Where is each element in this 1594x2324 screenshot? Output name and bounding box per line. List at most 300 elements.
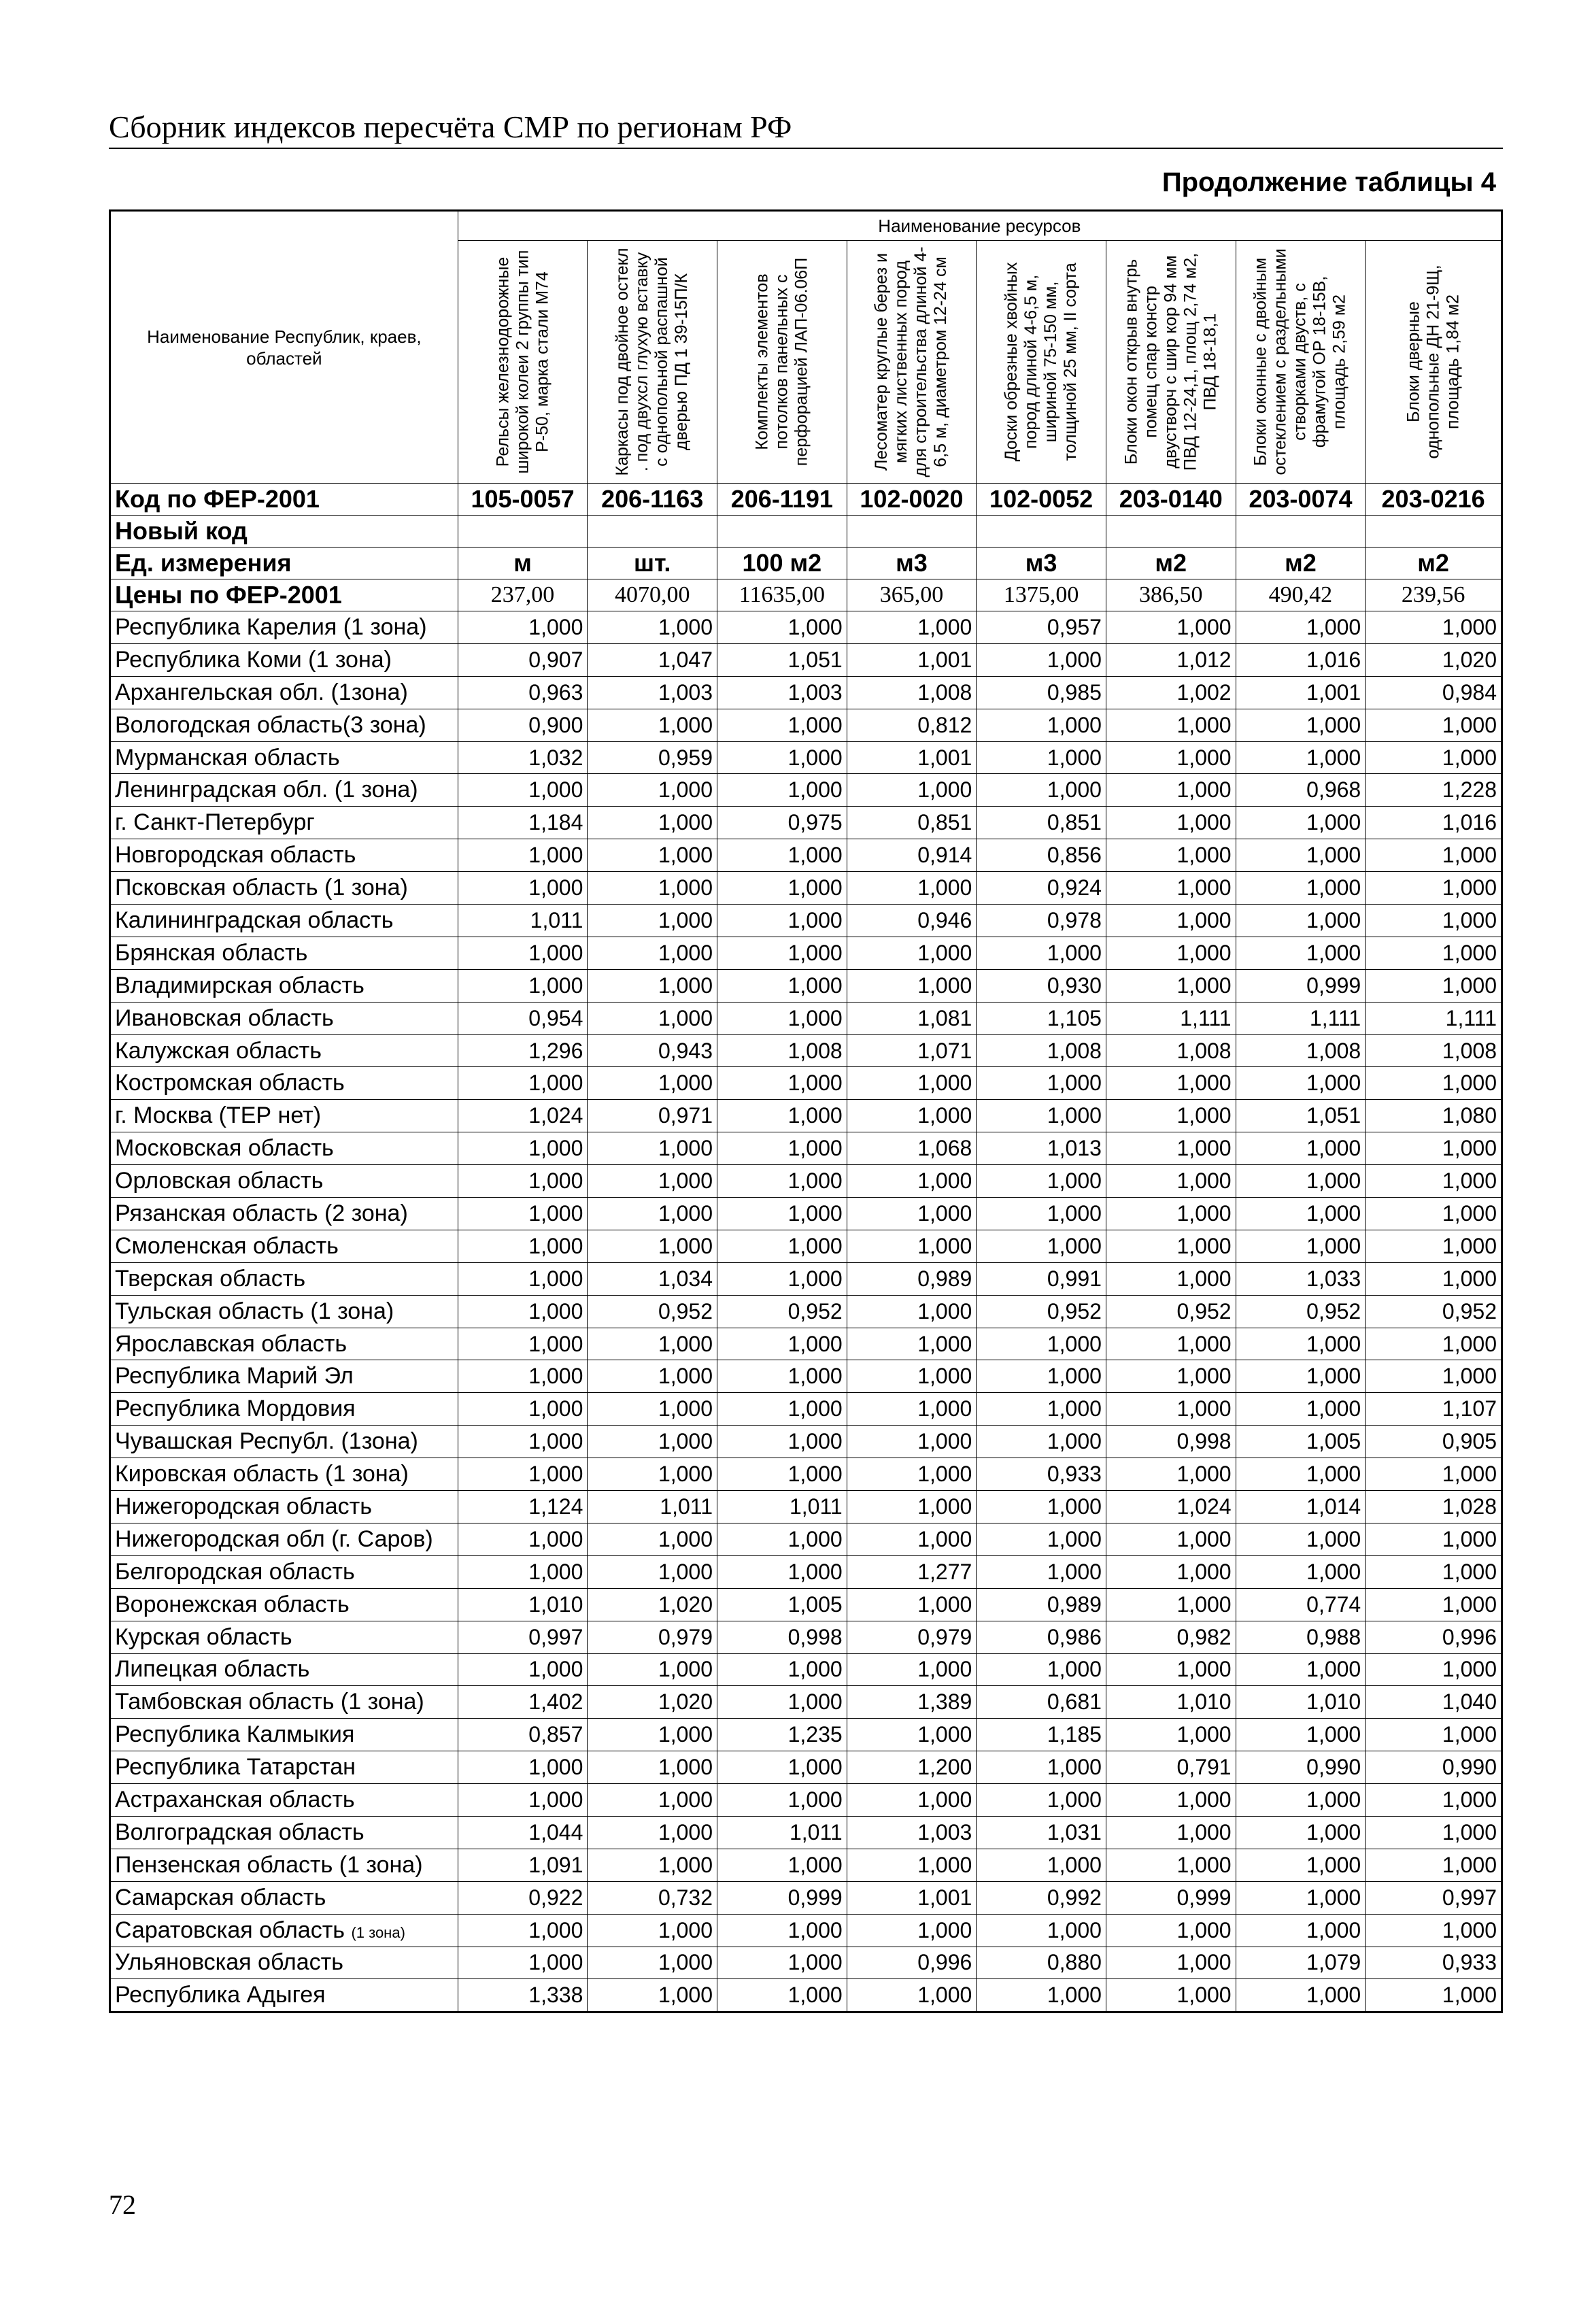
index-value: 0,989: [977, 1588, 1106, 1621]
index-value: 1,000: [1366, 1588, 1502, 1621]
index-value: 1,000: [847, 1426, 977, 1458]
index-value: 1,040: [1366, 1686, 1502, 1719]
price-label: Цены по ФЕР-2001: [110, 579, 458, 611]
code-cell: 203-0074: [1236, 484, 1366, 516]
region-name: [110, 807, 458, 839]
table-row: [110, 1686, 1502, 1719]
index-value: 1,000: [588, 1002, 717, 1034]
index-value: 1,000: [588, 1426, 717, 1458]
index-value: 0,880: [977, 1947, 1106, 1979]
region-name: [110, 1002, 458, 1034]
index-value: 1,000: [1106, 611, 1236, 644]
index-value: 1,000: [847, 937, 977, 969]
index-value: 1,000: [977, 774, 1106, 807]
index-value: 1,000: [977, 1491, 1106, 1523]
region-name: [110, 969, 458, 1002]
index-value: 1,000: [588, 1784, 717, 1817]
index-value: 1,228: [1366, 774, 1502, 807]
index-value: 0,982: [1106, 1621, 1236, 1653]
new-code-cell: [1106, 516, 1236, 548]
index-value: 1,000: [458, 1784, 588, 1817]
table-row: [110, 1100, 1502, 1132]
code-cell: 206-1163: [588, 484, 717, 516]
index-value: 0,933: [1366, 1947, 1502, 1979]
index-value: 1,111: [1106, 1002, 1236, 1034]
region-label: Республика Коми (1 зона): [115, 646, 392, 673]
region-label: Нижегородская обл (г. Саров): [115, 1526, 433, 1552]
index-value: 1,000: [588, 1719, 717, 1751]
region-name: [110, 1100, 458, 1132]
index-value: 1,000: [1106, 1979, 1236, 2013]
index-value: 1,000: [458, 1555, 588, 1588]
index-value: 1,000: [717, 1067, 847, 1100]
unit-cell: м2: [1236, 548, 1366, 579]
index-value: 1,402: [458, 1686, 588, 1719]
region-name: [110, 774, 458, 807]
region-name: [110, 1067, 458, 1100]
index-value: 0,774: [1236, 1588, 1366, 1621]
index-value: 1,000: [588, 1198, 717, 1230]
index-value: 0,997: [1366, 1881, 1502, 1914]
index-value: 1,000: [847, 1979, 977, 2013]
index-value: 0,914: [847, 839, 977, 872]
index-value: 1,000: [717, 1002, 847, 1034]
index-value: 1,000: [458, 1653, 588, 1686]
index-value: 0,900: [458, 709, 588, 741]
table-row: [110, 1979, 1502, 2013]
index-value: 1,016: [1366, 807, 1502, 839]
index-value: 1,000: [717, 1360, 847, 1393]
index-value: 1,000: [1366, 1653, 1502, 1686]
region-label: Саратовская область: [115, 1917, 345, 1943]
table-row: [110, 1914, 1502, 1947]
table-row: [110, 741, 1502, 774]
index-value: 1,014: [1236, 1491, 1366, 1523]
index-value: 1,000: [1106, 1719, 1236, 1751]
index-value: 1,000: [458, 1067, 588, 1100]
index-value: 0,985: [977, 676, 1106, 709]
table-row: [110, 643, 1502, 676]
index-value: 1,000: [847, 774, 977, 807]
table-row: [110, 1165, 1502, 1198]
index-value: 1,000: [1236, 1067, 1366, 1100]
unit-cell: м3: [977, 548, 1106, 579]
index-value: 1,000: [717, 1751, 847, 1784]
index-value: 1,000: [458, 1295, 588, 1328]
table-row: [110, 1262, 1502, 1295]
index-value: 1,000: [847, 1914, 977, 1947]
region-label: г. Санкт-Петербург: [115, 809, 315, 836]
region-note: (1 зона): [351, 1923, 405, 1941]
index-value: 1,000: [717, 1555, 847, 1588]
table-row: [110, 1393, 1502, 1426]
index-value: 1,000: [1106, 1198, 1236, 1230]
index-value: 1,000: [1366, 872, 1502, 905]
index-value: 1,184: [458, 807, 588, 839]
region-name: [110, 1653, 458, 1686]
index-value: 1,000: [717, 969, 847, 1002]
region-name: [110, 1914, 458, 1947]
index-value: 1,000: [717, 1914, 847, 1947]
price-cell: 365,00: [847, 579, 977, 611]
code-cell: 102-0052: [977, 484, 1106, 516]
index-value: 1,000: [717, 1393, 847, 1426]
table-row: [110, 1328, 1502, 1360]
index-value: 1,001: [847, 643, 977, 676]
region-label: Орловская область: [115, 1168, 324, 1194]
index-value: 1,000: [1106, 1393, 1236, 1426]
code-cell: 206-1191: [717, 484, 847, 516]
index-value: 1,000: [847, 872, 977, 905]
index-value: 1,000: [717, 1653, 847, 1686]
index-value: 1,000: [458, 1751, 588, 1784]
price-cell: 386,50: [1106, 579, 1236, 611]
region-label: г. Москва (ТЕР нет): [115, 1102, 322, 1129]
region-label: Брянская область: [115, 939, 308, 966]
index-value: 0,952: [1366, 1295, 1502, 1328]
region-name: [110, 1523, 458, 1555]
index-value: 1,010: [458, 1588, 588, 1621]
index-value: 0,959: [588, 741, 717, 774]
table-row: [110, 1132, 1502, 1165]
index-value: 1,000: [717, 1165, 847, 1198]
region-name: [110, 1784, 458, 1817]
index-value: 1,000: [588, 1165, 717, 1198]
index-value: 1,000: [1366, 905, 1502, 937]
table-row: [110, 1816, 1502, 1849]
resource-name: Лесоматер круглые берез и мягких лиственных пород для строительства длиной 4-6,5 м, диаметром 12-24 см: [872, 246, 951, 477]
index-value: 1,111: [1236, 1002, 1366, 1034]
index-value: 1,000: [1236, 1198, 1366, 1230]
index-value: 1,000: [1366, 1914, 1502, 1947]
index-value: 1,000: [847, 1100, 977, 1132]
index-value: 1,000: [977, 1979, 1106, 2013]
index-value: 1,000: [1366, 1523, 1502, 1555]
index-value: 1,000: [847, 1849, 977, 1881]
table-row: [110, 905, 1502, 937]
index-value: 1,031: [977, 1816, 1106, 1849]
resource-header-1: [458, 241, 588, 484]
index-value: 1,000: [977, 1849, 1106, 1881]
region-label: Липецкая область: [115, 1656, 310, 1683]
table-row: [110, 969, 1502, 1002]
index-value: 1,000: [1106, 905, 1236, 937]
region-name: [110, 1295, 458, 1328]
index-value: 0,933: [977, 1458, 1106, 1491]
region-label: Самарская область: [115, 1884, 326, 1910]
index-value: 1,000: [1106, 709, 1236, 741]
index-value: 0,952: [588, 1295, 717, 1328]
index-value: 1,033: [1236, 1262, 1366, 1295]
index-value: 1,010: [1106, 1686, 1236, 1719]
index-value: 1,000: [1106, 1165, 1236, 1198]
index-table: [109, 209, 1503, 2013]
index-value: 0,952: [1106, 1295, 1236, 1328]
index-value: 1,000: [1106, 741, 1236, 774]
table-row: [110, 1784, 1502, 1817]
table-caption: Продолжение таблицы 4: [1161, 167, 1496, 197]
index-value: 1,000: [1106, 1849, 1236, 1881]
index-value: 0,999: [717, 1881, 847, 1914]
index-value: 1,000: [1236, 807, 1366, 839]
index-value: 1,000: [717, 1426, 847, 1458]
index-value: 0,984: [1366, 676, 1502, 709]
index-value: 0,992: [977, 1881, 1106, 1914]
index-value: 1,000: [1236, 1393, 1366, 1426]
index-value: 1,080: [1366, 1100, 1502, 1132]
region-name: [110, 611, 458, 644]
index-value: 1,000: [847, 1165, 977, 1198]
region-name: [110, 709, 458, 741]
index-value: 0,946: [847, 905, 977, 937]
region-label: Ярославская область: [115, 1330, 347, 1357]
index-value: 1,000: [1366, 709, 1502, 741]
region-name: [110, 1686, 458, 1719]
code-cell: 203-0140: [1106, 484, 1236, 516]
index-value: 1,000: [977, 1393, 1106, 1426]
code-label: Код по ФЕР-2001: [110, 484, 458, 516]
price-row: [110, 579, 1502, 611]
table-row: [110, 611, 1502, 644]
index-value: 1,000: [588, 1751, 717, 1784]
index-value: 0,986: [977, 1621, 1106, 1653]
table-row: [110, 1360, 1502, 1393]
region-name: [110, 1947, 458, 1979]
index-value: 1,000: [588, 1914, 717, 1947]
index-value: 1,000: [1236, 937, 1366, 969]
index-value: 1,000: [847, 1067, 977, 1100]
region-label: Калининградская область: [115, 907, 394, 933]
region-name: [110, 1165, 458, 1198]
index-value: 1,000: [1106, 1100, 1236, 1132]
new-code-cell: [1366, 516, 1502, 548]
index-value: 1,024: [458, 1100, 588, 1132]
table-row: [110, 807, 1502, 839]
index-value: 1,000: [458, 1132, 588, 1165]
resource-name: Блоки дверные однопольные ДН 21-9Щ, площадь 1,84 м2: [1404, 265, 1463, 459]
index-value: 1,000: [717, 839, 847, 872]
index-value: 1,000: [458, 1947, 588, 1979]
index-value: 0,851: [847, 807, 977, 839]
index-value: 1,000: [1366, 1979, 1502, 2013]
index-value: 1,000: [1106, 1230, 1236, 1262]
index-value: 1,079: [1236, 1947, 1366, 1979]
index-value: 1,000: [847, 1393, 977, 1426]
index-value: 0,812: [847, 709, 977, 741]
index-value: 1,000: [1366, 1849, 1502, 1881]
index-value: 1,105: [977, 1002, 1106, 1034]
index-value: 1,000: [717, 872, 847, 905]
index-value: 0,968: [1236, 774, 1366, 807]
region-name: [110, 1621, 458, 1653]
index-value: 1,000: [1106, 839, 1236, 872]
index-value: 1,000: [1366, 1328, 1502, 1360]
index-value: 1,000: [458, 839, 588, 872]
region-label: Республика Адыгея: [115, 1982, 326, 2008]
index-value: 1,000: [717, 1523, 847, 1555]
region-name: [110, 1328, 458, 1360]
region-label: Вологодская область(3 зона): [115, 711, 426, 738]
index-value: 0,996: [847, 1947, 977, 1979]
index-value: 1,032: [458, 741, 588, 774]
table-row: [110, 839, 1502, 872]
index-value: 1,000: [458, 1426, 588, 1458]
index-value: 1,000: [588, 1360, 717, 1393]
index-value: 0,989: [847, 1262, 977, 1295]
index-value: 1,000: [1106, 1784, 1236, 1817]
index-value: 0,856: [977, 839, 1106, 872]
index-value: 1,000: [1236, 1816, 1366, 1849]
region-label: Нижегородская область: [115, 1493, 372, 1519]
index-value: 1,047: [588, 643, 717, 676]
index-value: 1,000: [977, 741, 1106, 774]
table-row: [110, 774, 1502, 807]
index-value: 1,000: [588, 1230, 717, 1262]
index-value: 1,277: [847, 1555, 977, 1588]
table-row: [110, 1426, 1502, 1458]
index-value: 1,000: [588, 1523, 717, 1555]
index-value: 1,000: [977, 937, 1106, 969]
index-value: 0,963: [458, 676, 588, 709]
index-value: 1,000: [1366, 741, 1502, 774]
price-cell: 11635,00: [717, 579, 847, 611]
region-name: [110, 1881, 458, 1914]
index-value: 1,000: [588, 1555, 717, 1588]
index-value: 1,000: [1236, 1458, 1366, 1491]
index-value: 1,000: [977, 1067, 1106, 1100]
index-value: 1,000: [588, 937, 717, 969]
index-value: 1,000: [1366, 1165, 1502, 1198]
index-value: 1,000: [1106, 969, 1236, 1002]
index-value: 1,000: [1106, 1328, 1236, 1360]
region-name: [110, 1588, 458, 1621]
region-column-header: Наименование Республик, краев, областей: [110, 211, 458, 484]
index-value: 1,000: [717, 905, 847, 937]
index-value: 1,000: [1366, 1132, 1502, 1165]
index-value: 1,000: [1106, 1132, 1236, 1165]
table-row: [110, 1230, 1502, 1262]
unit-cell: м2: [1366, 548, 1502, 579]
resource-header-5: [977, 241, 1106, 484]
index-value: 1,000: [1236, 1360, 1366, 1393]
index-value: 1,235: [717, 1719, 847, 1751]
index-value: 1,000: [1366, 1067, 1502, 1100]
region-label: Кировская область (1 зона): [115, 1461, 409, 1487]
index-value: 0,999: [1106, 1881, 1236, 1914]
resource-header-7: [1236, 241, 1366, 484]
index-value: 0,957: [977, 611, 1106, 644]
index-value: 0,681: [977, 1686, 1106, 1719]
index-value: 1,000: [717, 709, 847, 741]
index-value: 0,990: [1236, 1751, 1366, 1784]
index-value: 1,000: [717, 1947, 847, 1979]
index-value: 1,001: [1236, 676, 1366, 709]
index-value: 1,000: [588, 1067, 717, 1100]
resource-header-6: [1106, 241, 1236, 484]
table-row: [110, 1491, 1502, 1523]
region-label: Псковская область (1 зона): [115, 875, 408, 901]
index-value: 1,000: [1366, 937, 1502, 969]
unit-row: [110, 548, 1502, 579]
index-value: 1,003: [717, 676, 847, 709]
index-value: 1,000: [458, 774, 588, 807]
index-value: 1,000: [1106, 1262, 1236, 1295]
index-value: 1,000: [717, 741, 847, 774]
index-value: 1,000: [1106, 937, 1236, 969]
index-value: 1,000: [847, 1198, 977, 1230]
index-value: 1,000: [1106, 1914, 1236, 1947]
index-value: 1,111: [1366, 1002, 1502, 1034]
index-value: 0,905: [1366, 1426, 1502, 1458]
index-value: 1,068: [847, 1132, 977, 1165]
index-value: 1,020: [588, 1588, 717, 1621]
new-code-cell: [458, 516, 588, 548]
index-value: 1,000: [1236, 872, 1366, 905]
index-value: 1,008: [1366, 1034, 1502, 1067]
table-row: [110, 1947, 1502, 1979]
new-code-row: [110, 516, 1502, 548]
index-value: 1,000: [458, 1360, 588, 1393]
index-value: 1,000: [977, 709, 1106, 741]
index-value: 1,000: [1236, 1784, 1366, 1817]
index-value: 0,975: [717, 807, 847, 839]
index-value: 1,000: [717, 1849, 847, 1881]
new-code-cell: [717, 516, 847, 548]
region-name: [110, 643, 458, 676]
region-name: [110, 1979, 458, 2013]
resource-name: Каркасы под двойное остекл . под двухсл глухую вставку с однопольной распашной дверью ПД 1 39-15П/К: [613, 248, 692, 476]
index-value: 1,000: [1236, 611, 1366, 644]
index-value: 1,000: [1236, 1849, 1366, 1881]
index-value: 1,000: [588, 872, 717, 905]
region-label: Калужская область: [115, 1037, 322, 1064]
index-value: 0,990: [1366, 1751, 1502, 1784]
index-value: 1,000: [977, 1165, 1106, 1198]
index-value: 1,081: [847, 1002, 977, 1034]
index-value: 1,000: [1236, 905, 1366, 937]
region-label: Республика Татарстан: [115, 1754, 356, 1781]
index-value: 1,000: [977, 1751, 1106, 1784]
index-value: 1,185: [977, 1719, 1106, 1751]
index-value: 1,000: [717, 1198, 847, 1230]
index-value: 1,008: [1236, 1034, 1366, 1067]
region-label: Рязанская область (2 зона): [115, 1200, 408, 1226]
index-value: 1,000: [1236, 1132, 1366, 1165]
index-value: 0,930: [977, 969, 1106, 1002]
region-name: [110, 1555, 458, 1588]
region-name: [110, 1262, 458, 1295]
index-value: 1,000: [588, 1849, 717, 1881]
index-value: 1,010: [1236, 1686, 1366, 1719]
index-value: 1,000: [717, 611, 847, 644]
index-value: 1,000: [717, 937, 847, 969]
table-row: [110, 1719, 1502, 1751]
region-label: Ивановская область: [115, 1005, 334, 1031]
index-value: 1,000: [1106, 1360, 1236, 1393]
index-value: 1,000: [1366, 1198, 1502, 1230]
region-name: [110, 1816, 458, 1849]
index-value: 1,000: [458, 611, 588, 644]
index-value: 1,000: [847, 1360, 977, 1393]
index-value: 1,091: [458, 1849, 588, 1881]
index-value: 1,000: [717, 1784, 847, 1817]
index-value: 1,000: [458, 872, 588, 905]
index-value: 0,978: [977, 905, 1106, 937]
region-name: [110, 1360, 458, 1393]
index-value: 1,000: [1366, 1555, 1502, 1588]
region-label: Республика Марий Эл: [115, 1363, 354, 1390]
index-value: 0,952: [1236, 1295, 1366, 1328]
